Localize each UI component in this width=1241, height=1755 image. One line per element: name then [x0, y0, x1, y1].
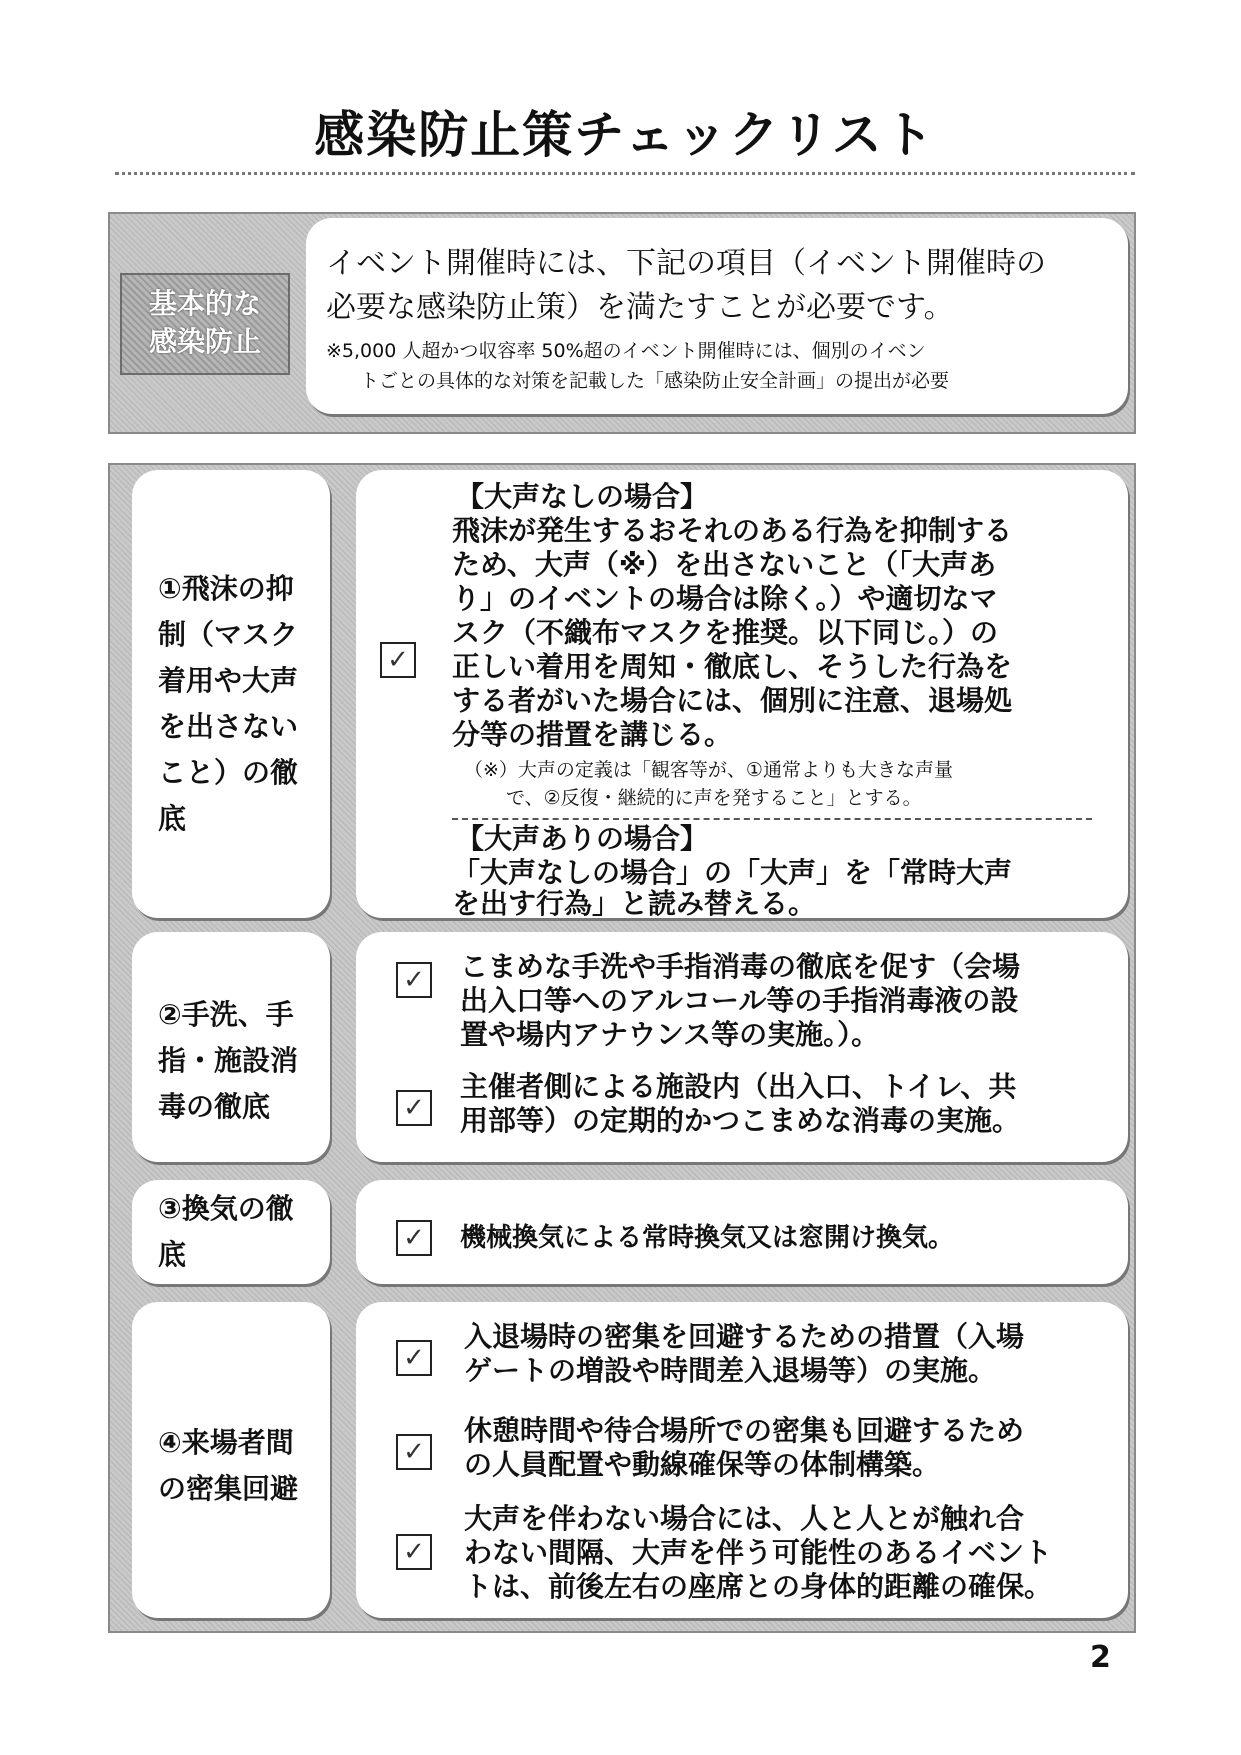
body-line: 「大声なしの場合」の「大声」を「常時大声: [452, 856, 1013, 889]
badge-line-2: 感染防止: [148, 325, 261, 358]
item-line: トは、前後左右の座席との身体的距離の確保。: [464, 1570, 1053, 1603]
checkbox[interactable]: ✓: [396, 1434, 432, 1470]
body-line: り」のイベントの場合は除く。）や適切なマ: [452, 582, 998, 615]
intro-note-1: ※5,000 人超かつ収容率 50%超のイベント開催時には、個別のイベン: [326, 340, 926, 362]
section-3-label: [132, 1180, 330, 1284]
checkbox[interactable]: ✓: [396, 1534, 432, 1570]
label-line: ③換気の徹: [158, 1192, 294, 1225]
body-line: する者がいた場合には、個別に注意、退場処: [452, 684, 1013, 717]
title-underline: [115, 172, 1135, 175]
item-line: 主催者側による施設内（出入口、トイレ、共: [460, 1070, 1017, 1103]
item-line: 出入口等へのアルコール等の手指消毒液の設: [460, 984, 1019, 1017]
body-line: を出す行為」と読み替える。: [452, 887, 817, 920]
item-line: こまめな手洗や手指消毒の徹底を促す（会場: [460, 950, 1021, 983]
label-line: 毒の徹底: [158, 1090, 271, 1123]
note-line: （※）大声の定義は「観客等が、①通常よりも大きな声量: [464, 759, 953, 781]
heading-no-loud: 【大声なしの場合】: [456, 480, 709, 513]
checkbox[interactable]: ✓: [396, 962, 432, 998]
item-line: わない間隔、大声を伴う可能性のあるイベント: [464, 1536, 1053, 1569]
label-line: ④来場者間: [158, 1426, 294, 1459]
body-line: ため、大声（※）を出さないこと（「大声あ: [452, 548, 997, 581]
label-line: の密集回避: [158, 1472, 299, 1505]
item-line: 用部等）の定期的かつこまめな消毒の実施。: [460, 1104, 1021, 1137]
note-line: で、②反復・継続的に声を発すること」とする。: [506, 787, 922, 809]
label-line: を出さない: [158, 710, 299, 743]
body-line: 飛沫が発生するおそれのある行為を抑制する: [452, 514, 1013, 547]
basic-description: [306, 218, 1128, 414]
basic-badge: [120, 273, 290, 375]
item-line: 休憩時間や待合場所での密集も回避するため: [464, 1414, 1025, 1447]
intro-line-2: 必要な感染防止策）を満たすことが必要です。: [326, 290, 954, 325]
item-line: 入退場時の密集を回避するための措置（入場: [464, 1320, 1025, 1353]
intro-note-2: トごとの具体的な対策を記載した「感染防止安全計画」の提出が必要: [360, 370, 950, 392]
section-1-content: [356, 470, 1128, 918]
section-4-label: [132, 1302, 330, 1618]
section-3-content: [356, 1180, 1128, 1284]
page-number: 2: [1090, 1640, 1111, 1675]
intro-line-1: イベント開催時には、下記の項目（イベント開催時の: [326, 246, 1046, 281]
label-line: 底: [158, 802, 187, 835]
section-4-content: [356, 1302, 1128, 1618]
checkbox[interactable]: ✓: [396, 1220, 432, 1256]
section-1-label: [132, 470, 330, 918]
label-line: ①飛沫の抑: [158, 572, 294, 605]
item-line: の人員配置や動線確保等の体制構築。: [464, 1448, 941, 1481]
body-line: スク（不織布マスクを推奨。以下同じ。）の: [452, 616, 999, 649]
body-line: 分等の措置を講じる。: [452, 718, 733, 751]
item-line: 大声を伴わない場合には、人と人とが触れ合: [464, 1502, 1025, 1535]
checkbox[interactable]: ✓: [396, 1090, 432, 1126]
section-2-content: [356, 932, 1128, 1162]
checkbox[interactable]: ✓: [396, 1340, 432, 1376]
label-line: 制（マスク: [158, 618, 299, 651]
item-line: 機械換気による常時換気又は窓開け換気。: [460, 1223, 955, 1253]
label-line: 底: [158, 1238, 187, 1271]
item-line: 置や場内アナウンス等の実施。）。: [460, 1018, 880, 1051]
label-line: ②手洗、手: [158, 998, 294, 1031]
checkbox[interactable]: ✓: [380, 642, 416, 678]
section-divider: [452, 818, 1092, 820]
label-line: 指・施設消: [158, 1044, 299, 1077]
label-line: 着用や大声: [158, 664, 299, 697]
page-title: 感染防止策チェックリスト: [314, 106, 936, 164]
badge-line-1: 基本的な: [148, 287, 261, 320]
body-line: 正しい着用を周知・徹底し、そうした行為を: [452, 650, 1013, 683]
heading-loud: 【大声ありの場合】: [456, 822, 709, 855]
section-2-label: [132, 932, 330, 1162]
label-line: こと）の徹: [158, 756, 299, 789]
item-line: ゲートの増設や時間差入退場等）の実施。: [464, 1354, 997, 1387]
